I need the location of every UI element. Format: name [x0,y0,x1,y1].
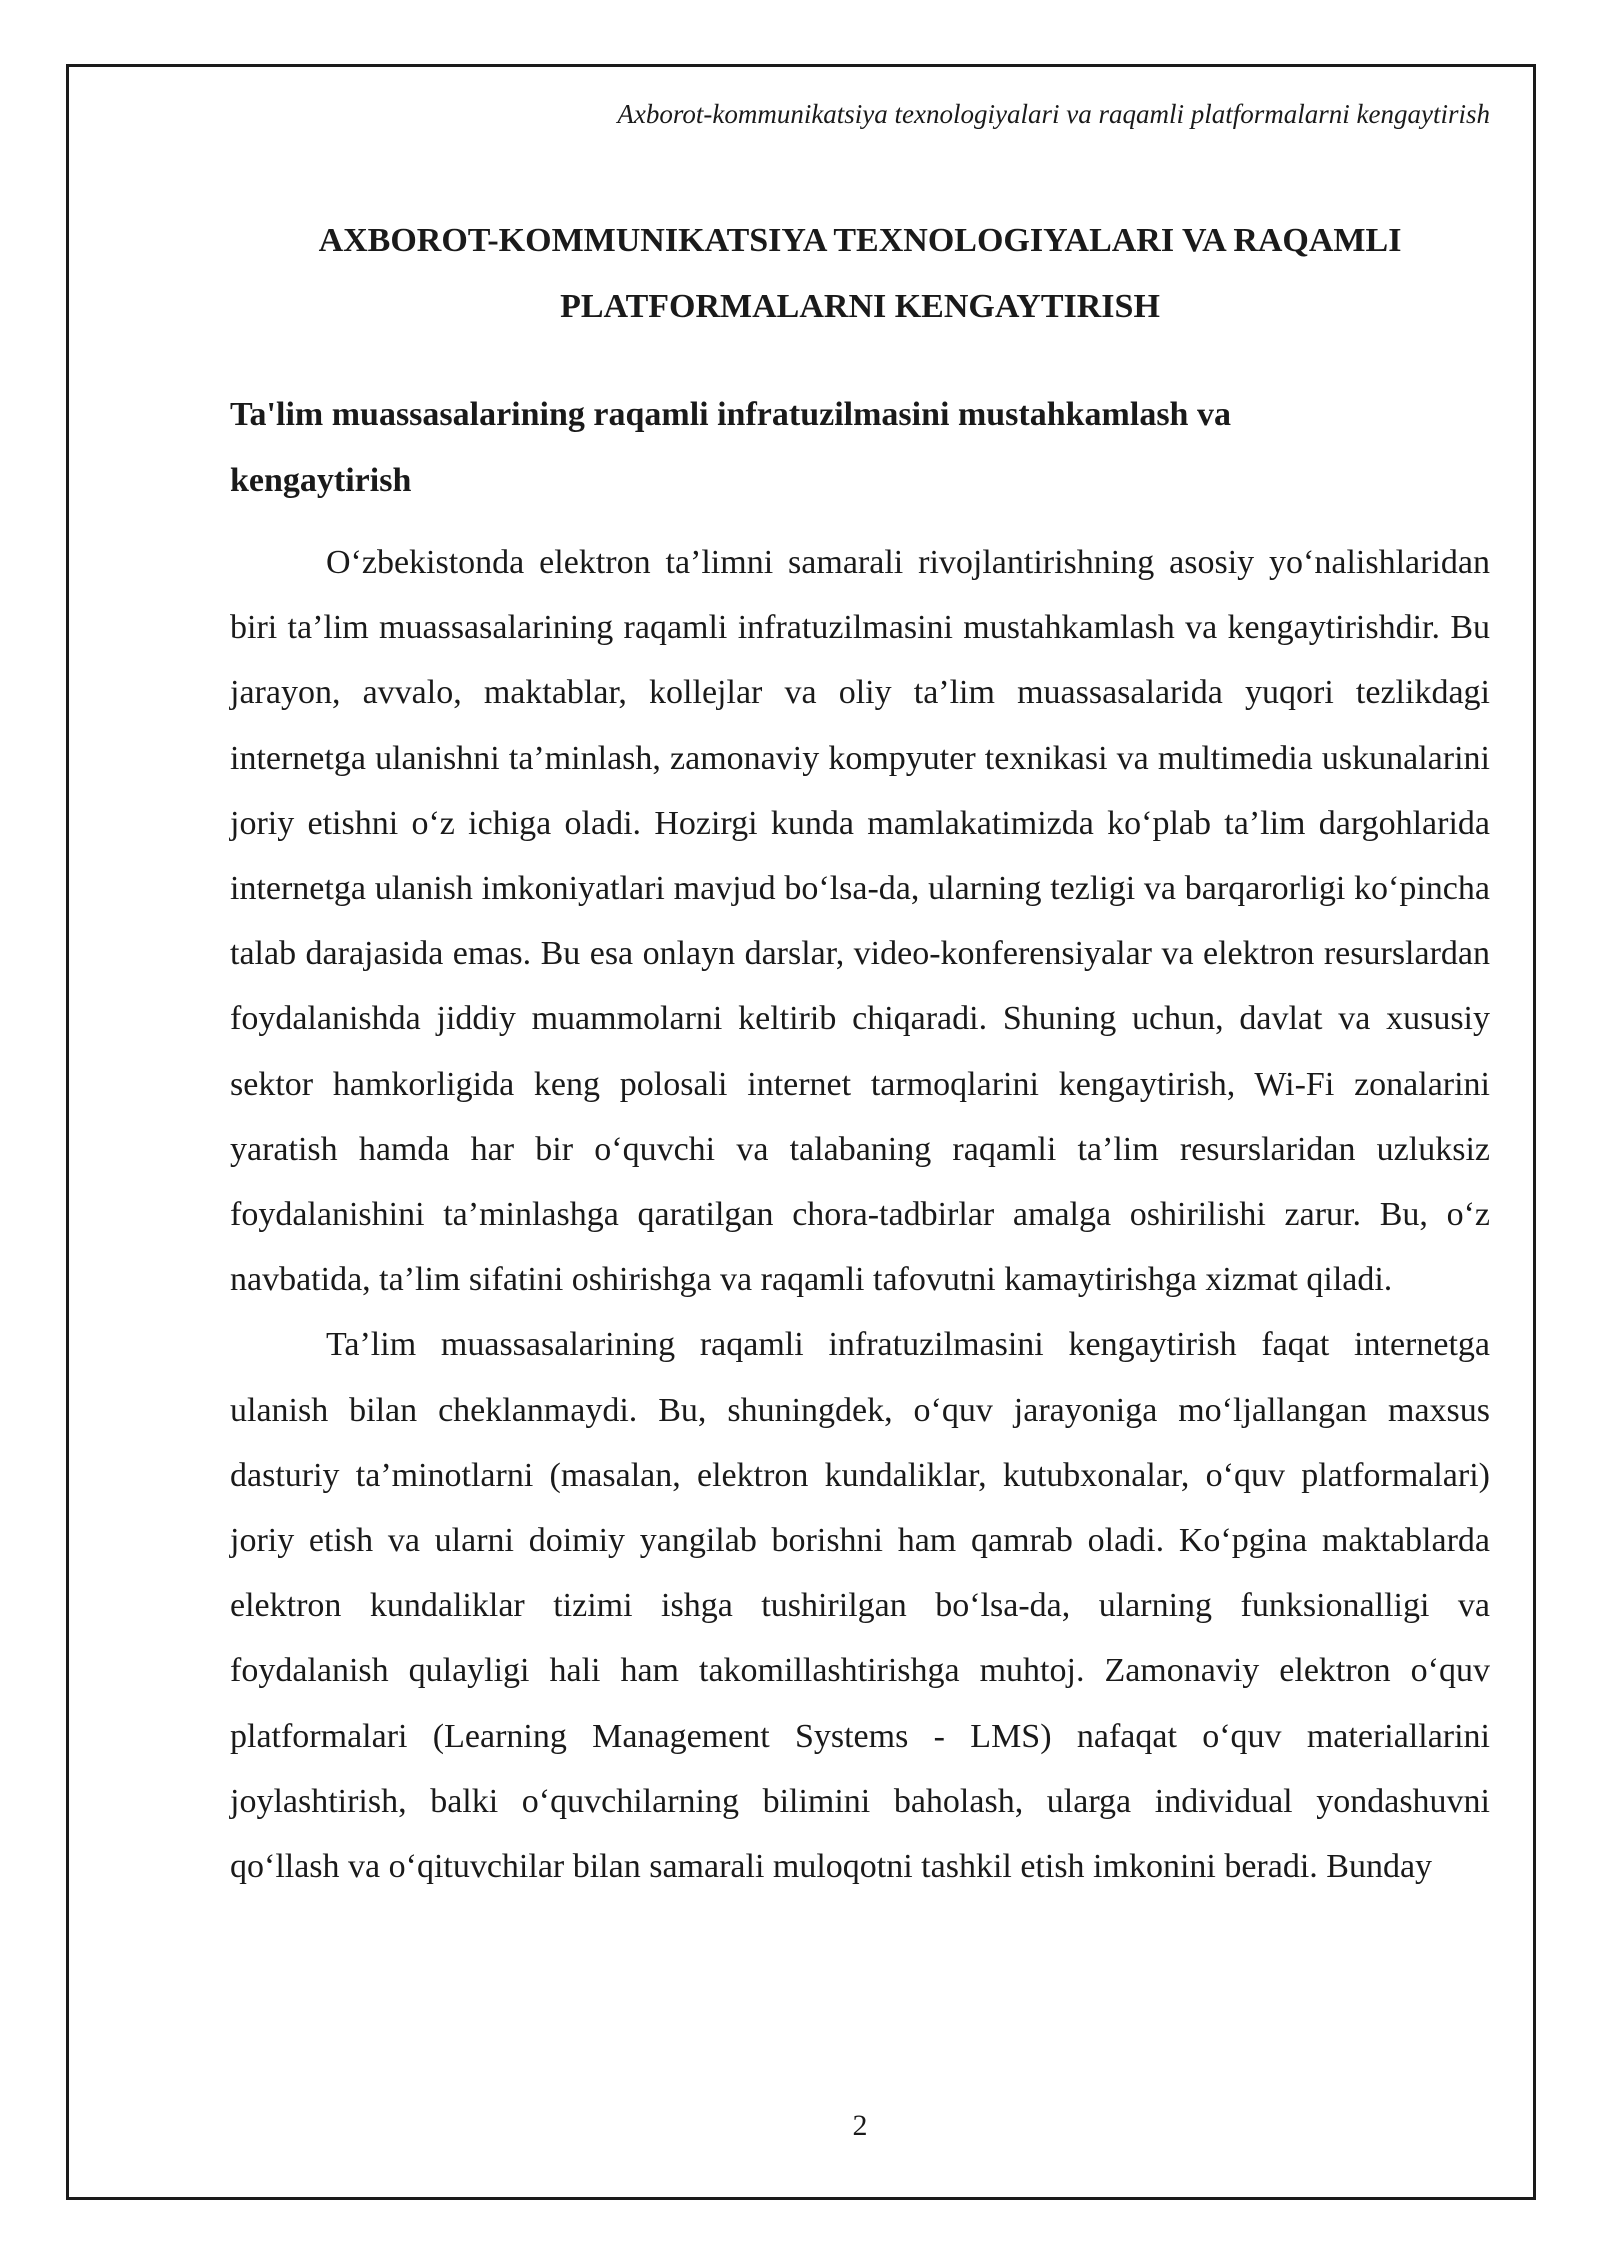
document-title [230,208,1490,340]
document-title-line-2: PLATFORMALARNI KENGAYTIRISH [560,288,1160,325]
section-heading [230,382,1490,514]
body-text [230,530,1490,1899]
paragraph-2: Ta’lim muassasalarining raqamli infratuzilmasini kengaytirish faqat internetga ulanish bilan cheklanmaydi. Bu, shuningdek, o‘quv jarayoniga mo‘ljallangan maxsus dasturiy ta’minotlarni (masalan, elektron kundaliklar, kutubxonalar, o‘quv platformalari) joriy etish va ularni doimiy yangilab borishni ham qamrab oladi. Ko‘pgina maktablarda elektron kundaliklar tizimi ishga tushirilgan bo‘lsa-da, ularning funksionalligi va foydalanish qulayligi hali ham takomillashtirishga muhtoj. Zamonaviy elektron o‘quv platformalari (Learning Management Systems - LMS) nafaqat o‘quv materiallarini joylashtirish, balki o‘quvchilarning bilimini baholash, ularga individual yondashuvni qo‘llash va o‘qituvchilar bilan samarali muloqotni tashkil etish imkonini beradi. Bunday [230,1326,1490,1886]
running-header: Axborot-kommunikatsiya texnologiyalari va raqamli platformalarni kengaytirish [617,99,1490,129]
page-number: 2 [852,2109,868,2142]
section-heading-line-1: Ta'lim muassasalarining raqamli infratuzilmasini mustahkamlash va [230,396,1231,433]
paragraph-1: O‘zbekistonda elektron ta’limni samarali rivojlantirishning asosiy yo‘nalishlaridan biri ta’lim muassasalarining raqamli infratuzilmasini mustahkamlash va kengaytirishdir. Bu jarayon, avvalo, maktablar, kollejlar va oliy ta’lim muassasalarida yuqori tezlikdagi internetga ulanishni ta’minlash, zamonaviy kompyuter texnikasi va multimedia uskunalarini joriy etishni o‘z ichiga oladi. Hozirgi kunda mamlakatimizda ko‘plab ta’lim dargohlarida internetga ulanish imkoniyatlari mavjud bo‘lsa-da, ularning tezligi va barqarorligi ko‘pincha talab darajasida emas. Bu esa onlayn darslar, video-konferensiyalar va elektron resurslardan foydalanishda jiddiy muammolarni keltirib chiqaradi. Shuning uchun, davlat va xususiy sektor hamkorligida keng polosali internet tarmoqlarini kengaytirish, Wi-Fi zonalarini yaratish hamda har bir o‘quvchi va talabaning raqamli ta’lim resurslaridan uzluksiz foydalanishini ta’minlashga qaratilgan chora-tadbirlar amalga oshirilishi zarur. Bu, o‘z navbatida, ta’lim sifatini oshirishga va raqamli tafovutni kamaytirishga xizmat qiladi. [230,544,1490,1299]
document-title-line-1: AXBOROT-KOMMUNIKATSIYA TEXNOLOGIYALARI VA RAQAMLI [318,222,1402,259]
section-heading-line-2: kengaytirish [230,462,412,499]
